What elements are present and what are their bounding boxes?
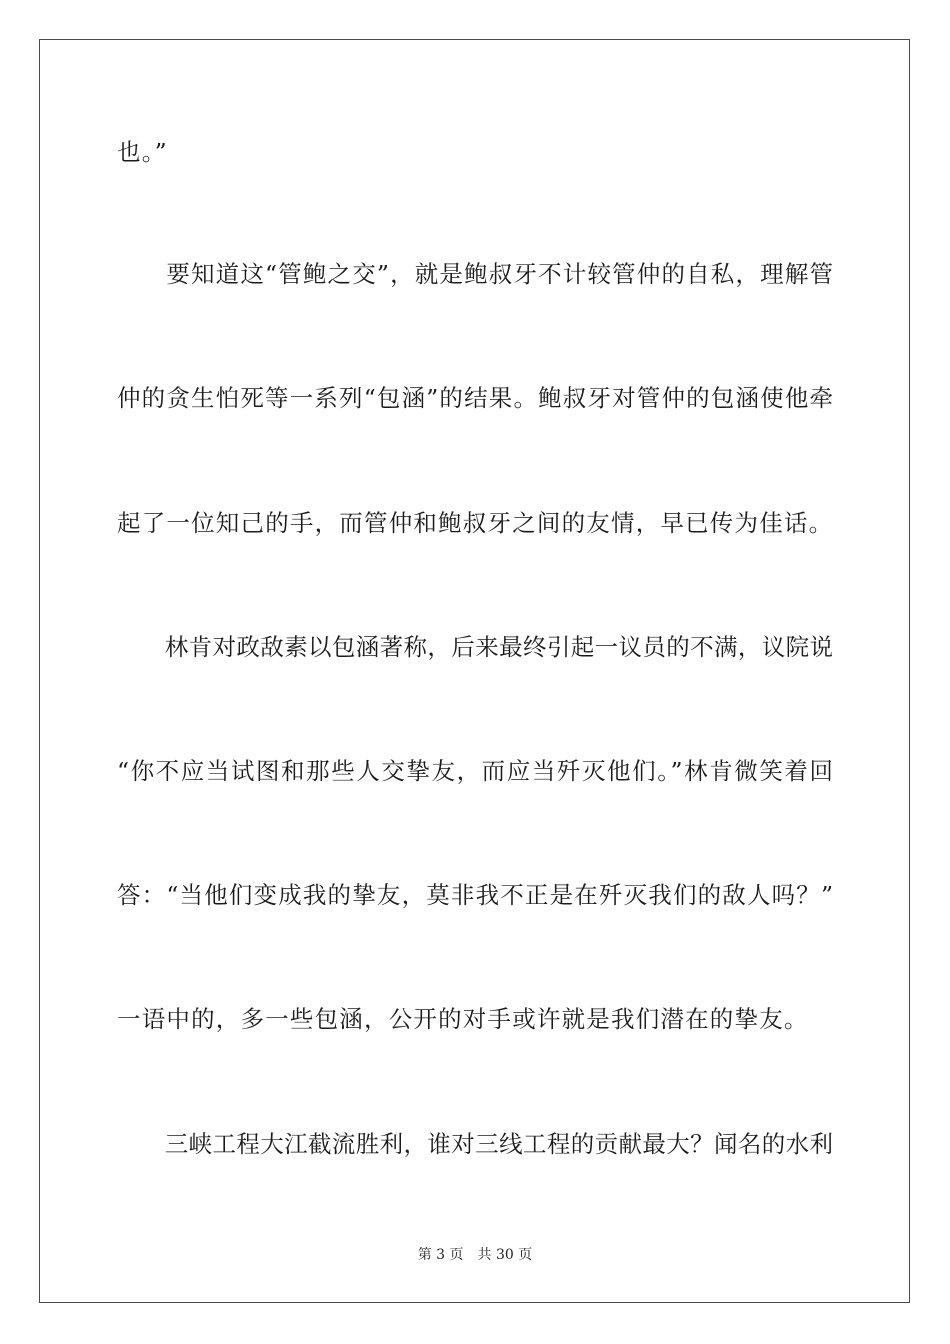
page-border [39, 39, 910, 1303]
text-line-6: “你不应当试图和那些人交挚友，而应当歼灭他们。”林肯微笑着回 [117, 757, 833, 785]
page-footer: 第 3 页 共 30 页 [417, 1247, 533, 1263]
text-line-3: 仲的贪生怕死等一系列“包涵”的结果。鲍叔牙对管仲的包涵使他牵 [117, 384, 833, 412]
text-line-5: 林肯对政敌素以包涵著称，后来最终引起一议员的不满，议院说 [117, 633, 833, 661]
text-line-7: 答：“当他们变成我的挚友，莫非我不正是在歼灭我们的敌人吗？” [117, 881, 833, 909]
text-line-8: 一语中的，多一些包涵，公开的对手或许就是我们潜在的挚友。 [117, 1005, 809, 1033]
text-line-1: 也。” [117, 138, 168, 166]
text-line-4: 起了一位知己的手，而管仲和鲍叔牙之间的友情，早已传为佳话。 [117, 509, 834, 537]
text-line-9: 三峡工程大江截流胜利，谁对三线工程的贡献最大？闻名的水利 [117, 1130, 833, 1158]
text-line-2: 要知道这“管鲍之交”，就是鲍叔牙不计较管仲的自私，理解管 [117, 260, 833, 288]
